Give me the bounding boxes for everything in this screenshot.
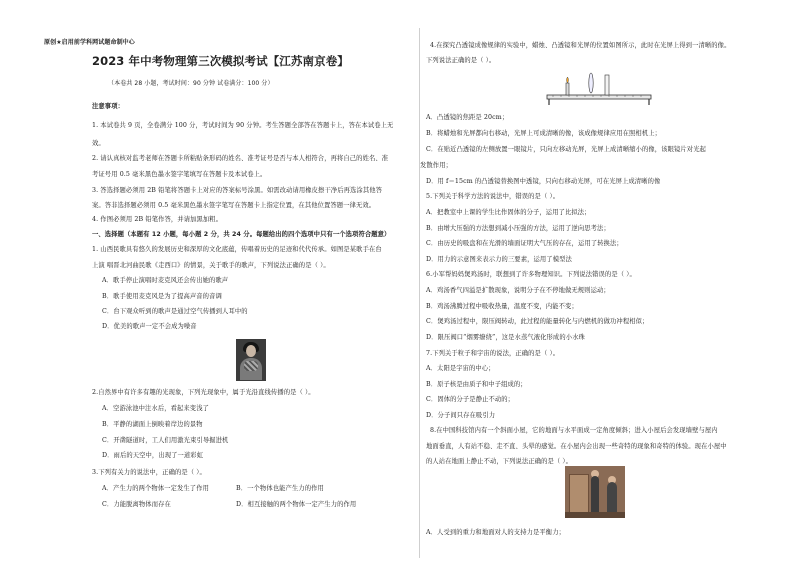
option: B．由增大压强的方法想到减小压强的方法，运用了逆向思考法； [426, 225, 610, 232]
notice-line: 3. 答选择题必须用 2B 铅笔将答题卡上对应的答案标号涂黑。如需改动请用橡皮擦干净后再选涂其他答 [92, 187, 383, 194]
question-stem: 8.在中国科技馆内有一个斜面小屋，它的地面与水平面成一定角度倾斜；进入小屋后会发现墙壁与屋内 [430, 427, 718, 434]
notice-line: 2. 请认真核对监考老师在答题卡所粘贴条形码的姓名、准考证号是否与本人相符合，再将自己的姓名、准 [92, 155, 389, 162]
singer-photo [236, 339, 266, 381]
question-stem: 2.自然界中有许多有趣的光现象，下列光现象中，属于光沿直线传播的是（ ）。 [92, 389, 315, 396]
option: C．煲鸡汤过程中，限压阀转动，此过程的能量转化与内燃机的做功冲程相似； [426, 318, 649, 325]
option: C．由历史的吸盘和在光滑的墙面证明大气压的存在，运用了转换法； [426, 240, 623, 247]
page-title: 2023 年中考物理第三次模拟考试【江苏南京卷】 [92, 54, 349, 68]
option: B．一个物体也能产生力的作用 [236, 485, 324, 492]
option: B．平静的湖面上倒映着岸边的景物 [102, 421, 203, 428]
question-stem: 7.下列关于粒子和宇宙的说法，正确的是（ ）。 [426, 350, 560, 357]
notice-line: 考证号用 0.5 毫米黑色墨水签字笔填写在答题卡及本试卷上。 [92, 171, 267, 178]
photo-floor [565, 512, 625, 518]
option: D．分子间只存在吸引力 [426, 412, 496, 419]
option: D．用 f＝15cm 的凸透镜替换图中透镜，只向右移动光屏，可在光屏上成清晰的像 [426, 178, 661, 185]
notice-heading: 注意事项： [92, 103, 124, 110]
option: D．雨后的天空中，出现了一道彩虹 [102, 452, 204, 459]
option: A．鸡汤香气四溢是扩散现象，说明分子在不停地做无规则运动； [426, 287, 610, 294]
option: A．凸透镜的焦距是 20cm； [426, 114, 509, 121]
question-stem: 上演 唱晋北河曲民歌《走西口》的情景，关于歌手的歌声，下列说法正确的是（ ）。 [92, 262, 330, 269]
section-heading: 一、选择题（本题有 12 小题，每小题 2 分，共 24 分。每题给出的四个选项中只有一个选项符合题意） [92, 231, 391, 238]
question-stem: 地面垂直，人有站不稳、走不直、头晕的感觉。在小屋内会出现一些奇特的现象和奇特的体验。现在小屋中 [426, 443, 727, 450]
option: A．歌手停止演唱时麦克风还会传出她的歌声 [102, 277, 229, 284]
option: B．歌手使用麦克风是为了提高声音的音调 [102, 293, 222, 300]
question-stem: 的人站在地面上静止不动，下列说法正确的是（ ）。 [426, 458, 573, 465]
question-stem: 4.在探究凸透镜成像规律的实验中，蜡烛、凸透镜和光屏的位置如图所示，此时在光屏上得到一清晰的像。 [430, 42, 731, 49]
photo-person [591, 476, 599, 514]
option: C．开凿隧道时，工人们用激光束引导掘进机 [102, 437, 229, 444]
notice-line: 效。 [92, 140, 105, 147]
option: D．限压阀口“烟雾缭绕”，这是水蒸气液化形成的小水珠 [426, 334, 585, 341]
option: C．力能脱离物体而存在 [102, 501, 171, 508]
question-stem: 1. 山西民歌具有悠久的发展历史和深厚的文化底蕴，传唱着历史的足迹和代代传承。如图是某歌手在台 [92, 246, 382, 253]
question-stem: 3.下列有关力的说法中，正确的是（ ）。 [92, 469, 206, 476]
option: B．将蜡烛和光屏都向右移动，光屏上可成清晰的像，该成像规律应用在照相机上； [426, 130, 662, 137]
notice-line: 案。答非选择题必须用 0.5 毫米黑色墨水签字笔写在答题卡上指定位置，在其他位置答题一律无效。 [92, 202, 376, 209]
photo-person [607, 482, 617, 514]
option: A．产生力的两个物体一定发生了作用 [102, 485, 209, 492]
page-subtitle: （本卷共 28 小题，考试时间：90 分钟 试卷满分：100 分） [108, 80, 274, 87]
question-stem: 6.小军帮妈妈煲鸡汤时，联想到了许多物理知识。下列说法错误的是（ ）。 [426, 271, 636, 278]
tilted-house-photo [565, 466, 625, 518]
option: B．原子核是由质子和中子组成的； [426, 381, 527, 388]
header-source: 原创★启用前学科网试题命制中心 [44, 39, 135, 46]
question-stem: 5.下列关于科学方法的说法中，错误的是（ ）。 [426, 193, 560, 200]
option: A．太阳是宇宙的中心； [426, 365, 495, 372]
notice-line: 1. 本试卷共 9 页，全卷满分 100 分，考试时间为 90 分钟。考生答题全部答在答题卡上，答在本试卷上无 [92, 122, 394, 129]
photo-decoration [244, 361, 258, 371]
option: D．用力的示意图来表示力的三要素，运用了模型法 [426, 256, 572, 263]
question-stem: 下列说法正确的是（ ）。 [426, 57, 496, 64]
option: A．空游泳池中注水后，看起来变浅了 [102, 405, 209, 412]
option: C．固体的分子是静止不动的； [426, 396, 515, 403]
option: D．优美的歌声一定不会成为噪音 [102, 323, 197, 330]
option: 发散作用； [420, 162, 452, 169]
notice-line: 4. 作图必须用 2B 铅笔作答，并请加黑加粗。 [92, 216, 223, 223]
option: D．相互接触的两个物体一定产生力的作用 [236, 501, 357, 508]
option: A．人受到的重力和地面对人的支持力是平衡力； [426, 529, 565, 536]
option: A．把教室中上课的学生比作固体的分子，运用了比拟法； [426, 209, 591, 216]
option: B．鸡汤沸腾过程中吸收热量，温度不变，内能不变； [426, 303, 578, 310]
option: C．台下观众听到的歌声是通过空气传播到人耳中的 [102, 308, 248, 315]
option: C．在贴近凸透镜的左侧放置一眼镜片，只向左移动光屏，光屏上成清晰缩小的像，该眼镜片对光起 [426, 146, 706, 153]
photo-door [569, 474, 589, 516]
photo-face [246, 345, 256, 357]
